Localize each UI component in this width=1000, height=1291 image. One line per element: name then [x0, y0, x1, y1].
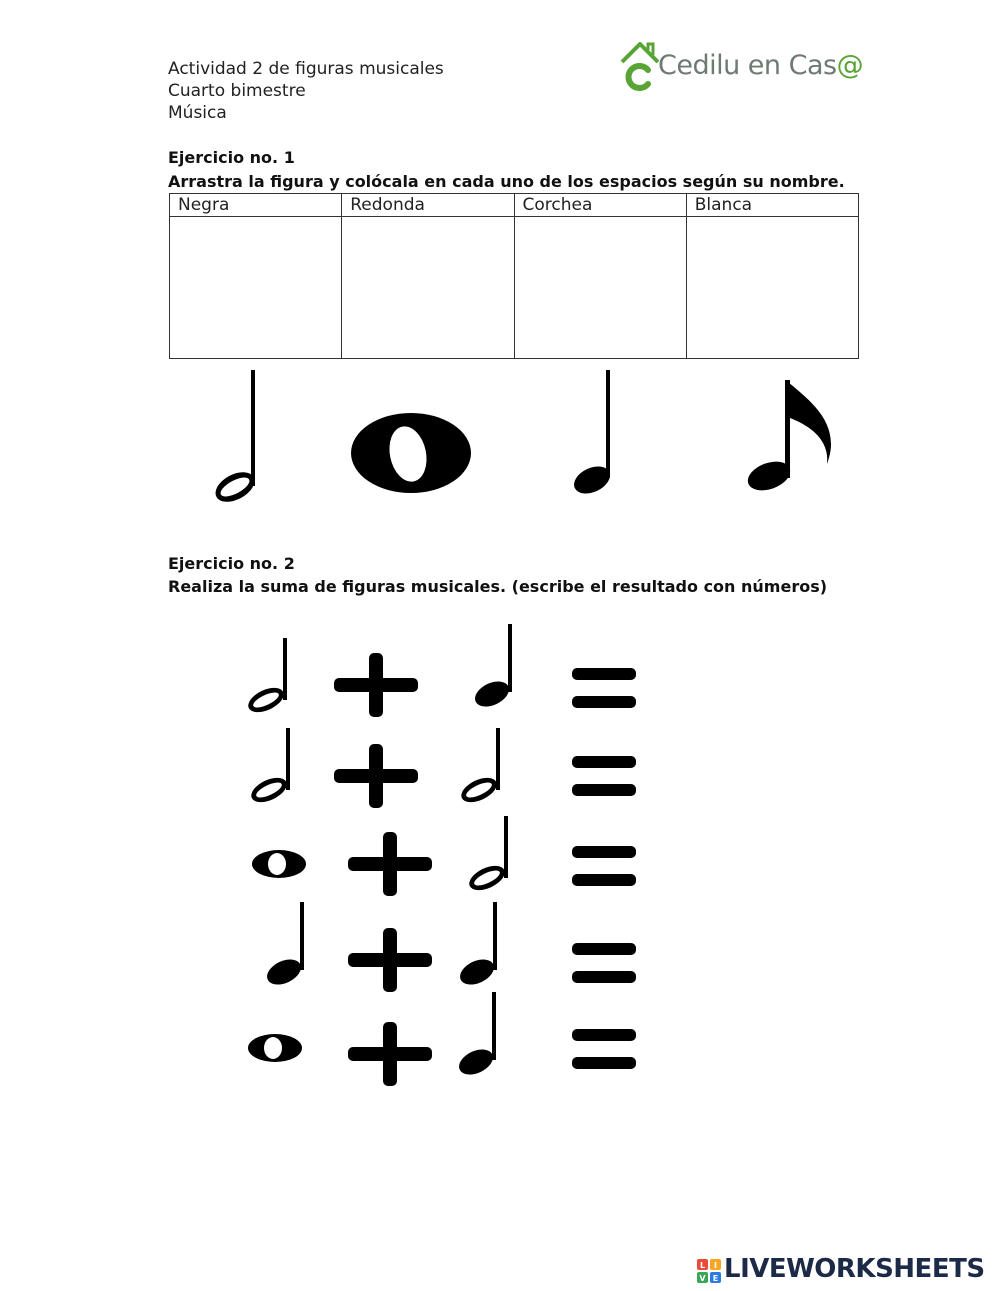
- exercise2-title: Ejercicio no. 2: [168, 554, 295, 573]
- worksheet-header: [168, 58, 444, 124]
- sum-row-3: [252, 816, 636, 896]
- plus-icon: [334, 653, 418, 717]
- half-note-icon: [245, 638, 288, 717]
- sum-row-4: [263, 902, 636, 992]
- note-name-table: [169, 193, 859, 359]
- plus-icon: [348, 832, 432, 896]
- half-note-icon[interactable]: [205, 368, 265, 506]
- plus-icon: [334, 744, 418, 808]
- quarter-note-icon: [455, 992, 497, 1080]
- equals-icon: [572, 756, 636, 796]
- svg-text:E: E: [712, 1274, 719, 1283]
- quarter-note-icon[interactable]: [570, 368, 620, 496]
- exercise1-title: Ejercicio no. 1: [168, 148, 295, 167]
- liveworksheets-logo-text: LIVEWORKSHEETS: [724, 1254, 985, 1284]
- svg-text:V: V: [699, 1274, 706, 1283]
- plus-icon: [348, 1022, 432, 1086]
- draggable-figures: [0, 360, 1000, 520]
- plus-icon: [348, 928, 432, 992]
- drop-zone-redonda[interactable]: [342, 217, 514, 359]
- activity-title: Actividad 2 de figuras musicales: [168, 59, 444, 79]
- eighth-note-icon[interactable]: [745, 378, 837, 494]
- whole-note-icon: [248, 1034, 302, 1062]
- sum-row-2: [248, 728, 636, 808]
- quarter-note-icon: [471, 624, 513, 712]
- equals-icon: [572, 846, 636, 886]
- drop-zone-blanca[interactable]: [686, 217, 858, 359]
- subject-label: Música: [168, 103, 227, 123]
- quarter-note-icon: [263, 902, 305, 990]
- column-negra: Negra: [170, 194, 342, 217]
- column-blanca: Blanca: [686, 194, 858, 217]
- house-c-icon: [618, 38, 662, 94]
- half-note-icon: [466, 816, 509, 895]
- half-note-icon: [248, 728, 291, 807]
- svg-text:I: I: [714, 1261, 717, 1270]
- whole-note-icon[interactable]: [350, 412, 472, 494]
- sum-row-5: [248, 992, 636, 1086]
- half-note-icon: [458, 728, 501, 807]
- column-redonda: Redonda: [342, 194, 514, 217]
- sum-exercises: [200, 618, 680, 1098]
- drop-zone-negra[interactable]: [170, 217, 342, 359]
- drop-zone-corchea[interactable]: [514, 217, 686, 359]
- whole-note-icon: [252, 850, 306, 878]
- live-badge-icon: [697, 1259, 721, 1283]
- cedilu-logo: [618, 38, 864, 96]
- exercise1-instruction: Arrastra la figura y colócala en cada uno de los espacios según su nombre.: [168, 172, 845, 191]
- quarter-note-icon: [456, 902, 498, 990]
- term-label: Cuarto bimestre: [168, 81, 306, 101]
- equals-icon: [572, 668, 636, 708]
- logo-text: Cedilu en Cas@: [658, 50, 864, 81]
- svg-text:L: L: [699, 1261, 706, 1270]
- equals-icon: [572, 1029, 636, 1069]
- exercise2-instruction: Realiza la suma de figuras musicales. (escribe el resultado con números): [168, 577, 828, 596]
- sum-row-1: [245, 624, 636, 717]
- column-corchea: Corchea: [514, 194, 686, 217]
- equals-icon: [572, 943, 636, 983]
